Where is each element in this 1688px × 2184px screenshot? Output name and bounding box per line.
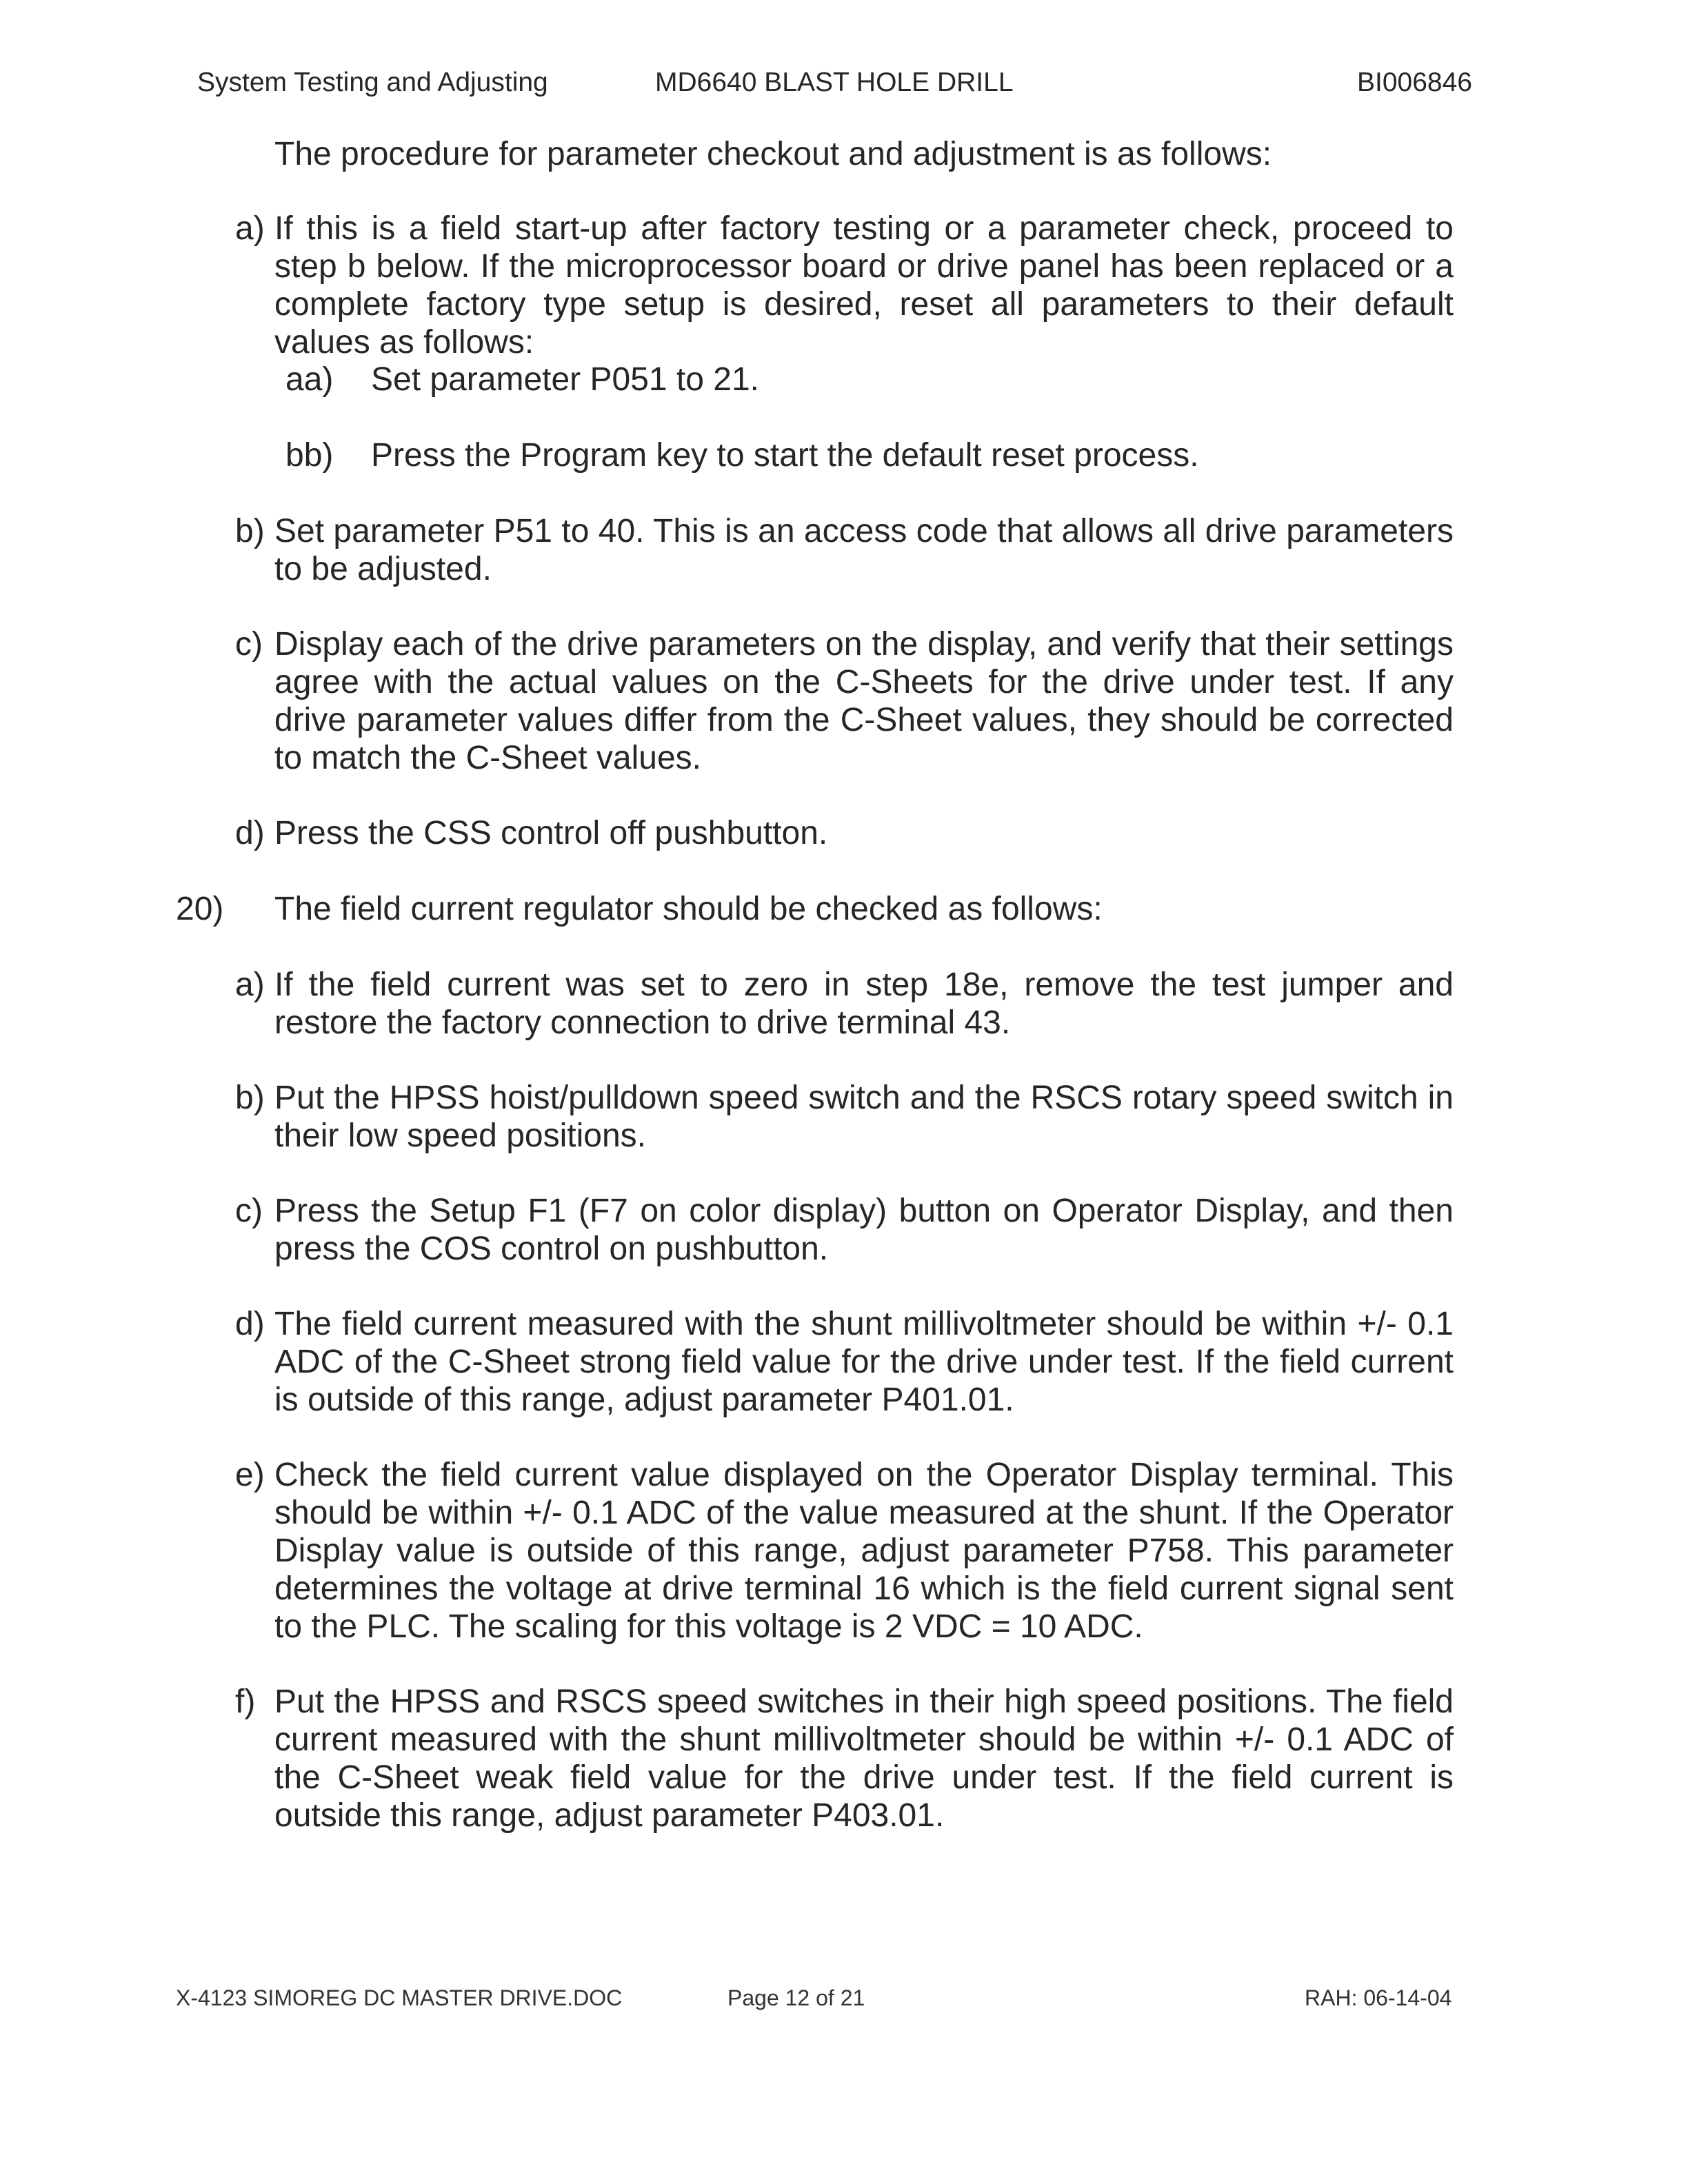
- header-title: MD6640 BLAST HOLE DRILL: [655, 68, 1014, 97]
- item-text: Press the CSS control off pushbutton.: [274, 815, 828, 851]
- header-section: System Testing and Adjusting: [197, 68, 548, 97]
- item-label: d): [235, 1306, 265, 1342]
- item-text: Check the field current value displayed on the Operator Display terminal. This should be within +/- 0.1 ADC of the value measured at the shunt. If the Operator Display value is outside of this range, adjust parameter P758. This parameter determines the voltage at drive terminal 16 which is the field current signal sent to the PLC. The scaling for this voltage is 2 VDC = 10 ADC.: [274, 1457, 1454, 1645]
- item-label: f): [235, 1684, 256, 1720]
- step-label: 20): [176, 891, 224, 927]
- item-text: If this is a field start-up after factory testing or a parameter check, proceed to step b below. If the microprocessor board or drive panel has been replaced or a complete factory type setup is desired, reset all parameters to their default values as follows:: [274, 210, 1454, 361]
- item-label: e): [235, 1457, 265, 1493]
- item-label: a): [235, 967, 265, 1003]
- item-text: Press the Setup F1 (F7 on color display) button on Operator Display, and then press the COS control on pushbutton.: [274, 1193, 1454, 1267]
- item-text: Put the HPSS and RSCS speed switches in their high speed positions. The field current measured with the shunt millivoltmeter should be within +/- 0.1 ADC of the C-Sheet weak field value for the drive under test. If the field current is outside this range, adjust parameter P403.01.: [274, 1684, 1454, 1834]
- header-doc-id: BI006846: [1357, 68, 1472, 97]
- item-text: If the field current was set to zero in step 18e, remove the test jumper and restore the factory connection to drive terminal 43.: [274, 967, 1454, 1041]
- item-label: d): [235, 815, 265, 851]
- sub-item-text: Press the Program key to start the default reset process.: [371, 437, 1199, 474]
- step-text: The field current regulator should be checked as follows:: [274, 891, 1103, 927]
- sub-item-label: aa): [285, 361, 334, 398]
- footer-file: X-4123 SIMOREG DC MASTER DRIVE.DOC: [176, 1985, 623, 2010]
- item-label: c): [235, 626, 263, 663]
- footer-page: Page 12 of 21: [727, 1985, 865, 2010]
- sub-item-text: Set parameter P051 to 21.: [371, 361, 760, 398]
- item-label: c): [235, 1193, 263, 1229]
- intro-text: The procedure for parameter checkout and adjustment is as follows:: [274, 136, 1272, 172]
- item-text: Put the HPSS hoist/pulldown speed switch and the RSCS rotary speed switch in their low speed positions.: [274, 1080, 1454, 1154]
- item-label: b): [235, 513, 265, 549]
- footer-rev: RAH: 06-14-04: [1305, 1985, 1452, 2010]
- item-text: Set parameter P51 to 40. This is an access code that allows all drive parameters to be adjusted.: [274, 513, 1454, 587]
- item-text: Display each of the drive parameters on the display, and verify that their settings agree with the actual values on the C-Sheets for the drive under test. If any drive parameter values differ from the C-Sheet values, they should be corrected to match the C-Sheet values.: [274, 626, 1454, 776]
- item-label: a): [235, 210, 265, 247]
- item-text: The field current measured with the shunt millivoltmeter should be within +/- 0.1 ADC of the C-Sheet strong field value for the drive under test. If the field current is outside of this range, adjust parameter P401.01.: [274, 1306, 1454, 1418]
- item-label: b): [235, 1080, 265, 1116]
- sub-item-label: bb): [285, 437, 334, 474]
